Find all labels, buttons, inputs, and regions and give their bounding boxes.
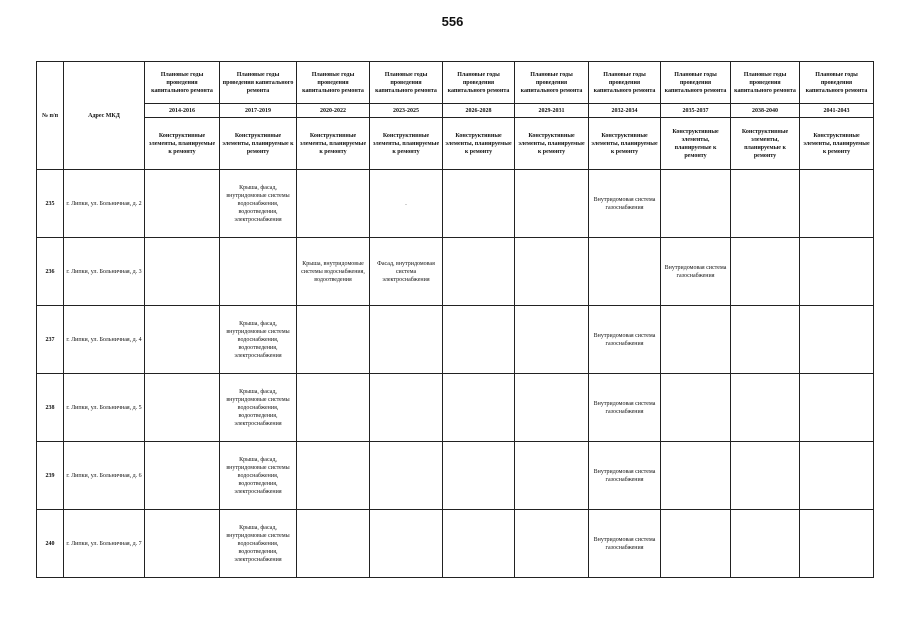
table-cell	[800, 306, 874, 374]
header-plan-label: Плановые годы проведения капитального ремонта	[297, 62, 370, 104]
table-row	[37, 442, 874, 510]
table-row	[37, 374, 874, 442]
row-address: г. Липки, ул. Больничная, д. 2	[64, 170, 145, 238]
table-cell	[145, 510, 220, 578]
table-cell: Крыша, фасад, внутридомовые системы водоснабжения, водоотведения, электроснабжения	[220, 306, 297, 374]
table-cell	[145, 238, 220, 306]
header-plan-label: Плановые годы проведения капитального ремонта	[731, 62, 800, 104]
table-cell	[370, 306, 443, 374]
header-elements: Конструктивные элементы, планируемые к ремонту	[443, 118, 515, 170]
header-years: 2023-2025	[370, 104, 443, 118]
table-cell	[443, 374, 515, 442]
row-number: 235	[37, 170, 64, 238]
table-row	[37, 170, 874, 238]
header-address: Адрес МКД	[64, 62, 145, 170]
table-cell	[661, 442, 731, 510]
header-num: № п/п	[37, 62, 64, 170]
table-cell	[297, 510, 370, 578]
table-cell	[800, 442, 874, 510]
header-years: 2014-2016	[145, 104, 220, 118]
row-address: г. Липки, ул. Больничная, д. 5	[64, 374, 145, 442]
header-plan-label: Плановые годы проведения капитального ремонта	[370, 62, 443, 104]
table-cell: Крыша, фасад, внутридомовые системы водоснабжения, водоотведения, электроснабжения	[220, 170, 297, 238]
header-plan-label: Плановые годы проведения капитального ремонта	[661, 62, 731, 104]
header-years: 2032-2034	[589, 104, 661, 118]
table-cell: Внутридомовая система газоснабжения	[589, 510, 661, 578]
table-cell	[731, 170, 800, 238]
header-elements: Конструктивные элементы, планируемые к ремонту	[661, 118, 731, 170]
table-cell	[800, 170, 874, 238]
header-years: 2041-2043	[800, 104, 874, 118]
table-cell	[731, 238, 800, 306]
header-plan-label: Плановые годы проведения капитального ремонта	[589, 62, 661, 104]
header-elements: Конструктивные элементы, планируемые к ремонту	[800, 118, 874, 170]
row-address: г. Липки, ул. Больничная, д. 4	[64, 306, 145, 374]
header-elements: Конструктивные элементы, планируемые к ремонту	[515, 118, 589, 170]
table-cell: Внутридомовая система газоснабжения	[589, 442, 661, 510]
table-cell	[661, 170, 731, 238]
table-row	[37, 510, 874, 578]
header-elements: Конструктивные элементы, планируемые к ремонту	[731, 118, 800, 170]
table-cell: Внутридомовая система газоснабжения	[589, 306, 661, 374]
header-years: 2035-2037	[661, 104, 731, 118]
table-cell	[443, 170, 515, 238]
table-cell	[661, 510, 731, 578]
table-cell	[661, 374, 731, 442]
row-address: г. Липки, ул. Больничная, д. 7	[64, 510, 145, 578]
table-cell: Внутридомовая система газоснабжения	[661, 238, 731, 306]
table-cell: Фасад, внутридомовая система электроснабжения	[370, 238, 443, 306]
table-cell	[145, 442, 220, 510]
table-cell	[297, 170, 370, 238]
table-cell	[661, 306, 731, 374]
table-cell	[515, 442, 589, 510]
table-cell	[145, 374, 220, 442]
table-cell	[443, 306, 515, 374]
table-cell	[297, 374, 370, 442]
header-elements: Конструктивные элементы, планируемые к ремонту	[145, 118, 220, 170]
header-elements: Конструктивные элементы, планируемые к ремонту	[589, 118, 661, 170]
table-cell	[731, 510, 800, 578]
header-elements: Конструктивные элементы, планируемые к ремонту	[370, 118, 443, 170]
table-cell	[800, 374, 874, 442]
table-cell	[443, 238, 515, 306]
table-row	[37, 306, 874, 374]
table-cell: Крыша, фасад, внутридомовые системы водоснабжения, водоотведения, электроснабжения	[220, 374, 297, 442]
table-cell	[515, 306, 589, 374]
row-number: 240	[37, 510, 64, 578]
header-years: 2017-2019	[220, 104, 297, 118]
table-cell	[370, 442, 443, 510]
table-cell	[145, 170, 220, 238]
row-number: 237	[37, 306, 64, 374]
table-row	[37, 238, 874, 306]
table-cell	[515, 170, 589, 238]
header-elements: Конструктивные элементы, планируемые к ремонту	[220, 118, 297, 170]
table-cell: Крыша, фасад, внутридомовые системы водоснабжения, водоотведения, электроснабжения	[220, 442, 297, 510]
table-cell	[589, 238, 661, 306]
table-cell	[800, 510, 874, 578]
table-cell: .	[370, 170, 443, 238]
table-cell	[297, 442, 370, 510]
row-number: 238	[37, 374, 64, 442]
table-cell	[145, 306, 220, 374]
table-cell	[370, 374, 443, 442]
row-number: 239	[37, 442, 64, 510]
table-cell	[800, 238, 874, 306]
table-cell	[731, 374, 800, 442]
table-cell	[220, 238, 297, 306]
header-elements: Конструктивные элементы, планируемые к ремонту	[297, 118, 370, 170]
table-cell	[731, 306, 800, 374]
header-years: 2020-2022	[297, 104, 370, 118]
header-plan-label: Плановые годы проведения капитального ремонта	[220, 62, 297, 104]
header-years: 2029-2031	[515, 104, 589, 118]
page-number: 556	[441, 14, 464, 29]
table-cell	[515, 238, 589, 306]
row-address: г. Липки, ул. Больничная, д. 6	[64, 442, 145, 510]
capital-repair-table	[36, 61, 874, 578]
header-plan-label: Плановые годы проведения капитального ремонта	[515, 62, 589, 104]
table-cell: Крыша, внутридомовые системы водоснабжения, водоотведения	[297, 238, 370, 306]
table-cell	[370, 510, 443, 578]
table-cell	[515, 510, 589, 578]
table-cell: Крыша, фасад, внутридомовые системы водоснабжения, водоотведения, электроснабжения	[220, 510, 297, 578]
header-plan-label: Плановые годы проведения капитального ремонта	[443, 62, 515, 104]
table-cell	[515, 374, 589, 442]
table-cell: Внутридомовая система газоснабжения	[589, 170, 661, 238]
row-address: г. Липки, ул. Больничная, д. 3	[64, 238, 145, 306]
table-cell	[443, 510, 515, 578]
table-cell	[731, 442, 800, 510]
table-cell	[297, 306, 370, 374]
table-cell: Внутридомовая система газоснабжения	[589, 374, 661, 442]
header-years: 2026-2028	[443, 104, 515, 118]
table-cell	[443, 442, 515, 510]
row-number: 236	[37, 238, 64, 306]
header-plan-label: Плановые годы проведения капитального ремонта	[145, 62, 220, 104]
header-years: 2038-2040	[731, 104, 800, 118]
header-plan-label: Плановые годы проведения капитального ремонта	[800, 62, 874, 104]
